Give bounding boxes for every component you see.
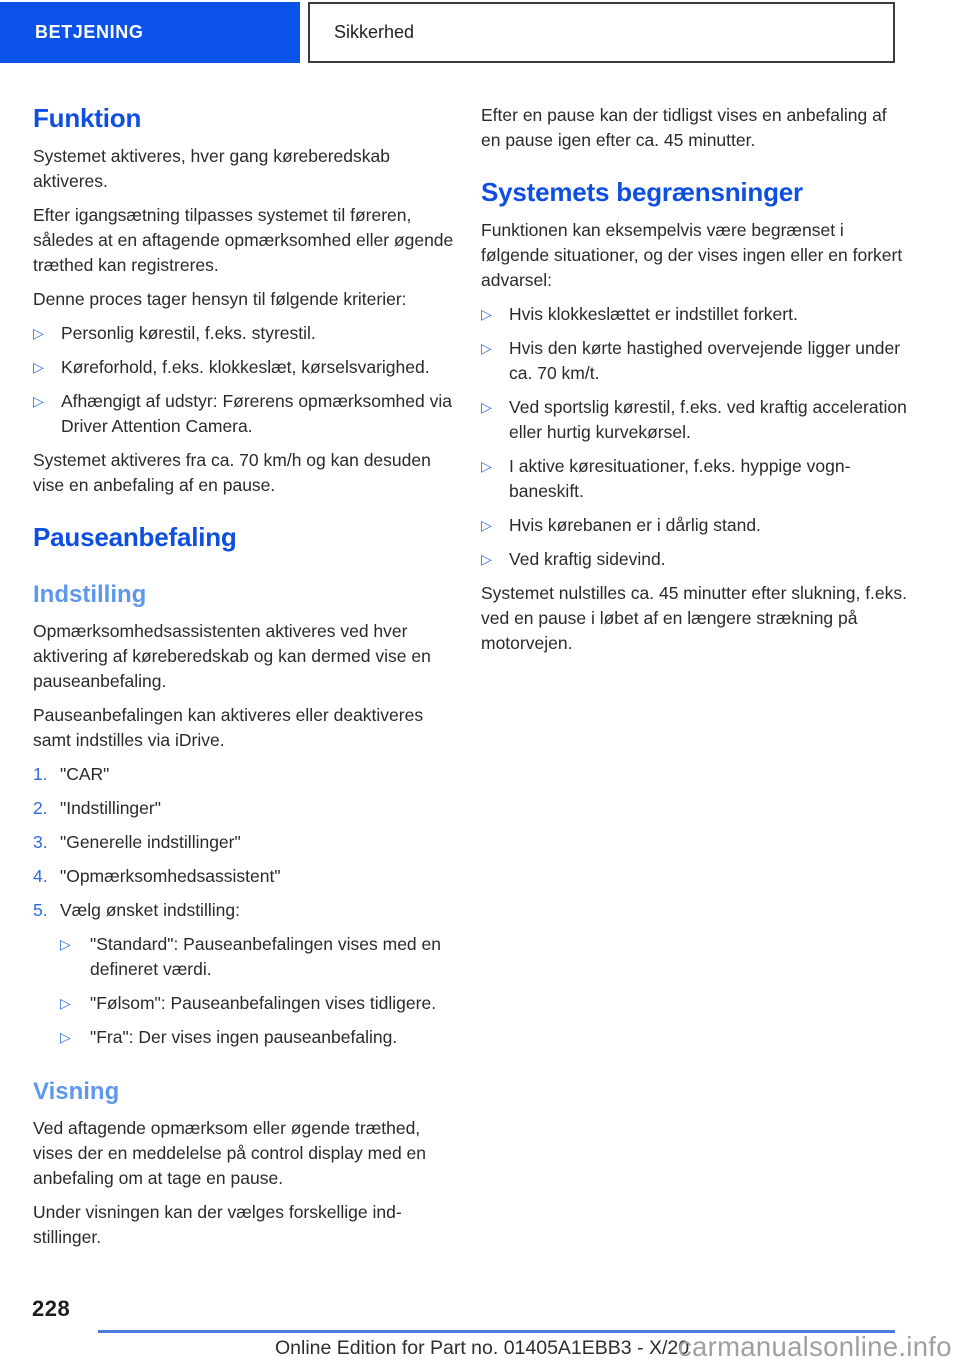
list-item [481,395,907,445]
list-item [481,547,907,572]
triangle-bullet-icon: ▷ [60,1029,71,1045]
watermark-text: carmanualsonline.info [678,1331,952,1362]
page-number: 228 [32,1296,71,1321]
list-item-text: Ved sportslig kørestil, f.eks. ved kraftig acceleration eller hurtig kurvekørsel. [509,397,907,442]
heading-funktion: Funktion [33,103,142,133]
list-item-text: "Fra": Der vises ingen pauseanbefaling. [90,1027,398,1047]
paragraph: Ved aftagende opmærksom eller øgende træthed, vises der en meddelelse på control display med en anbefaling om at tage en pause. [33,1118,426,1188]
triangle-bullet-icon: ▷ [481,517,492,533]
paragraph: Systemet aktiveres fra ca. 70 km/h og kan desuden vise en anbefaling af en pause. [33,450,431,495]
chapter-label: Sikkerhed [334,22,415,42]
triangle-bullet-icon: ▷ [33,325,44,341]
triangle-bullet-icon: ▷ [60,936,71,952]
section-tab [0,2,300,63]
list-item [60,991,459,1016]
paragraph: Pauseanbefalingen kan aktiveres eller deaktiveres samt indstilles via iDrive. [33,705,424,750]
step-number: 3. [33,832,48,852]
paragraph: Funktionen kan eksempelvis være begrænset i følgende situationer, og der vises ingen eller en forkert advarsel: [481,220,903,290]
paragraph: Systemet aktiveres, hver gang køreberedskab aktiveres. [33,146,390,191]
step-item [33,830,459,855]
paragraph: Efter igangsætning tilpasses systemet til føreren, således at en aftagende opmærksomhed eller øgende træthed kan registreres. [33,205,454,275]
step-item [33,796,459,821]
list-item-text: Hvis kørebanen er i dårlig stand. [509,515,761,535]
list-item-text: "Standard": Pauseanbefalingen vises med en defineret værdi. [90,934,441,979]
limitations-list [481,302,907,572]
step-number: 1. [33,764,48,784]
step-item [33,864,459,889]
steps-list [33,762,459,1050]
right-column [481,103,907,665]
list-item [481,513,907,538]
heading-pauseanbefaling: Pauseanbefaling [33,522,237,552]
step-number: 4. [33,866,48,886]
list-item [33,389,459,439]
step-text: "Indstillinger" [60,798,161,818]
list-item-text: Ved kraftig sidevind. [509,549,666,569]
paragraph: Efter en pause kan der tidligst vises en anbefaling af en pause igen efter ca. 45 minutter. [481,105,887,150]
list-item [481,302,907,327]
step-item [33,898,459,923]
criteria-list [33,321,459,439]
list-item-text: Hvis klokkeslættet er indstillet forkert. [509,304,798,324]
list-item-text: Hvis den kørte hastighed overvejende ligger under ca. 70 km/t. [509,338,901,383]
triangle-bullet-icon: ▷ [481,399,492,415]
triangle-bullet-icon: ▷ [60,995,71,1011]
list-item [60,1025,459,1050]
triangle-bullet-icon: ▷ [481,340,492,356]
subheading-indstilling: Indstilling [33,581,147,608]
paragraph: Under visningen kan der vælges forskellige indstillinger. [33,1202,402,1247]
list-item-text: Personlig kørestil, f.eks. styrestil. [61,323,316,343]
section-tab-label: BETJENING [35,22,144,42]
step-text: "Opmærksomhedsassistent" [60,866,281,886]
step-text: "Generelle indstillinger" [60,832,241,852]
step-text: "CAR" [60,764,110,784]
list-item-text: "Følsom": Pauseanbefalingen vises tidligere. [90,993,437,1013]
left-column [33,103,459,1259]
chapter-box [308,2,895,63]
step-item [33,762,459,787]
paragraph: Opmærksomhedsassistenten aktiveres ved hver aktivering af køreberedskab og kan dermed vise en pauseanbefaling. [33,621,431,691]
paragraph: Denne proces tager hensyn til følgende kriterier: [33,289,407,309]
step-text: Vælg ønsket indstilling: [60,900,240,920]
triangle-bullet-icon: ▷ [481,551,492,567]
list-item [481,336,907,386]
step-number: 2. [33,798,48,818]
list-item-text: Afhængigt af udstyr: Førerens opmærksomhed via Driver Attention Camera. [61,391,452,436]
list-item-text: Køreforhold, f.eks. klokkeslæt, kørselsvarighed. [61,357,430,377]
step5-options-list [60,932,459,1050]
heading-systemets-begraensninger: Systemets begrænsninger [481,177,803,207]
edition-note: Online Edition for Part no. 01405A1EBB3 - X/20 [275,1337,690,1359]
triangle-bullet-icon: ▷ [481,306,492,322]
triangle-bullet-icon: ▷ [33,393,44,409]
triangle-bullet-icon: ▷ [481,458,492,474]
list-item [33,355,459,380]
list-item [60,932,459,982]
triangle-bullet-icon: ▷ [33,359,44,375]
list-item-text: I aktive køresituationer, f.eks. hyppige vognbaneskift. [509,456,851,501]
subheading-visning: Visning [33,1078,120,1105]
step-number: 5. [33,900,48,920]
list-item [481,454,907,504]
paragraph: Systemet nulstilles ca. 45 minutter efter slukning, f.eks. ved en pause i løbet af en længere strækning på motorvejen. [481,583,908,653]
list-item [33,321,459,346]
